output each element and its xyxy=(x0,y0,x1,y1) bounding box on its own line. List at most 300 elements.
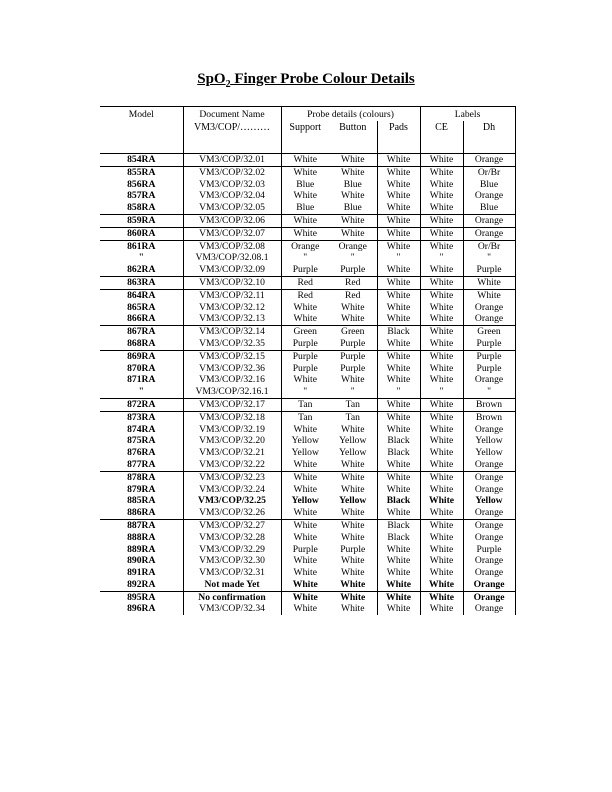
cell-button: White xyxy=(341,603,365,615)
cell-support: White xyxy=(281,555,329,567)
cell-model: 858RA xyxy=(127,202,156,214)
cell-button: Green xyxy=(329,326,377,338)
cell-dh: Brown xyxy=(463,411,515,423)
cell-dh: Yellow xyxy=(463,447,515,459)
cell-support: Red xyxy=(281,276,329,289)
cell-support: Tan xyxy=(281,398,329,411)
table-row xyxy=(100,214,515,227)
cell-model: 885RA xyxy=(127,495,156,507)
cell-dh: Orange xyxy=(463,424,515,436)
cell-support: Yellow xyxy=(281,447,329,459)
cell-ce: White xyxy=(420,398,463,411)
cell-ce: White xyxy=(420,363,463,375)
cell-model: 888RA xyxy=(127,531,156,543)
cell-doc: VM3/COP/32.29 xyxy=(183,544,281,556)
cell-button: White xyxy=(329,591,377,603)
cell-doc: VM3/COP/32.16 xyxy=(183,374,281,386)
cell-pads: White xyxy=(377,459,420,471)
header-spacer-row xyxy=(100,135,515,154)
cell-doc: VM3/COP/32.14 xyxy=(183,326,281,338)
cell-model: 866RA xyxy=(127,313,156,325)
table-row xyxy=(100,252,515,264)
cell-ce: White xyxy=(420,166,463,178)
cell-button: Yellow xyxy=(339,447,367,459)
cell-pads: Black xyxy=(377,532,420,544)
cell-button: Tan xyxy=(329,398,377,411)
cell-support: White xyxy=(281,579,329,591)
cell-model: 896RA xyxy=(127,603,156,615)
cell-pads: White xyxy=(377,603,420,615)
cell-ce: White xyxy=(420,507,463,519)
cell-button: White xyxy=(341,483,365,495)
page-title: SpO$_2$ Finger Probe Colour Details xyxy=(197,71,415,90)
cell-dh: Orange xyxy=(463,190,515,202)
cell-pads: Black xyxy=(377,447,420,459)
cell-support: Yellow xyxy=(281,435,329,447)
table-row xyxy=(100,289,515,301)
cell-pads: White xyxy=(377,202,420,214)
cell-model: 859RA xyxy=(100,214,183,227)
cell-doc: VM3/COP/32.26 xyxy=(183,507,281,519)
cell-pads: White xyxy=(377,179,420,191)
cell-dh: Blue xyxy=(463,179,515,191)
cell-doc: VM3/COP/32.23 xyxy=(183,471,281,483)
cell-dh: Green xyxy=(463,326,515,338)
cell-button: " xyxy=(350,252,355,264)
cell-model: 891RA xyxy=(127,567,156,579)
cell-pads: " xyxy=(377,386,420,398)
table-row xyxy=(100,302,515,314)
table-row xyxy=(100,166,515,178)
table-row xyxy=(100,424,515,436)
table-row xyxy=(100,435,515,447)
cell-ce: White xyxy=(420,484,463,496)
cell-doc: VM3/COP/32.08 xyxy=(183,240,281,252)
table-row xyxy=(100,386,515,398)
cell-model: 886RA xyxy=(127,507,156,519)
header-document-prefix: VM3/COP/……… xyxy=(183,121,281,135)
table-row xyxy=(100,484,515,496)
cell-dh: Orange xyxy=(463,519,515,531)
cell-dh: Orange xyxy=(463,214,515,227)
cell-dh: Purple xyxy=(463,350,515,362)
header-row-1 xyxy=(100,107,515,122)
cell-dh: Orange xyxy=(463,603,515,615)
header-document-name: Document Name xyxy=(183,107,281,122)
cell-button: Blue xyxy=(343,202,362,214)
cell-pads: White xyxy=(377,350,420,362)
cell-doc: VM3/COP/32.27 xyxy=(183,519,281,531)
cell-model: 892RA xyxy=(127,578,156,590)
table-row xyxy=(100,227,515,240)
cell-pads: Black xyxy=(377,435,420,447)
cell-button: Purple xyxy=(340,543,366,555)
cell-dh: Orange xyxy=(463,591,515,603)
cell-dh: Orange xyxy=(463,374,515,386)
cell-model: 861RA xyxy=(100,240,183,252)
cell-support: White xyxy=(281,591,329,603)
cell-button: Purple xyxy=(329,350,377,362)
cell-doc: VM3/COP/32.10 xyxy=(183,276,281,289)
cell-dh: Yellow xyxy=(463,435,515,447)
cell-button: White xyxy=(329,166,377,178)
cell-support: Purple xyxy=(281,350,329,362)
cell-doc: VM3/COP/32.16.1 xyxy=(183,386,281,398)
header-button: Button xyxy=(339,122,367,133)
cell-support: White xyxy=(281,484,329,496)
table-row xyxy=(100,190,515,202)
cell-model: 855RA xyxy=(100,166,183,178)
cell-dh: Blue xyxy=(463,202,515,214)
cell-dh: Yellow xyxy=(463,495,515,507)
cell-dh: Orange xyxy=(463,313,515,325)
cell-support: White xyxy=(281,302,329,314)
cell-support: Yellow xyxy=(281,495,329,507)
cell-doc: VM3/COP/32.04 xyxy=(183,190,281,202)
cell-button: Red xyxy=(329,276,377,289)
cell-model: 864RA xyxy=(100,289,183,301)
cell-doc: VM3/COP/32.05 xyxy=(183,202,281,214)
cell-pads: White xyxy=(377,424,420,436)
cell-support: White xyxy=(281,532,329,544)
cell-support: Red xyxy=(281,289,329,301)
cell-support: Blue xyxy=(281,179,329,191)
header-model: Model xyxy=(100,107,183,122)
table-row xyxy=(100,363,515,375)
cell-model: 873RA xyxy=(100,411,183,423)
cell-ce: White xyxy=(420,532,463,544)
cell-support: Purple xyxy=(281,264,329,276)
cell-doc: VM3/COP/32.13 xyxy=(183,313,281,325)
cell-pads: White xyxy=(377,240,420,252)
table-row xyxy=(100,240,515,252)
cell-dh: Orange xyxy=(463,459,515,471)
cell-dh: Purple xyxy=(463,264,515,276)
cell-doc: VM3/COP/32.22 xyxy=(183,459,281,471)
table-row xyxy=(100,179,515,191)
table-row xyxy=(100,338,515,350)
cell-model: 887RA xyxy=(100,519,183,531)
table-row xyxy=(100,202,515,214)
cell-doc: VM3/COP/32.28 xyxy=(183,532,281,544)
table-row xyxy=(100,350,515,362)
cell-doc: VM3/COP/32.21 xyxy=(183,447,281,459)
cell-ce: White xyxy=(420,495,463,507)
cell-model: 895RA xyxy=(100,591,183,603)
cell-dh: Purple xyxy=(463,544,515,556)
cell-pads: White xyxy=(377,264,420,276)
table-row xyxy=(100,544,515,556)
cell-doc: Not made Yet xyxy=(183,579,281,591)
cell-pads: White xyxy=(377,276,420,289)
table-row xyxy=(100,567,515,579)
cell-dh: Orange xyxy=(463,507,515,519)
cell-ce: White xyxy=(420,374,463,386)
cell-ce: White xyxy=(420,555,463,567)
cell-doc: VM3/COP/32.25 xyxy=(183,495,281,507)
cell-dh: Purple xyxy=(463,363,515,375)
cell-ce: White xyxy=(420,289,463,301)
cell-dh: Purple xyxy=(463,338,515,350)
cell-doc: VM3/COP/32.08.1 xyxy=(183,252,281,264)
table-row xyxy=(100,555,515,567)
cell-pads: White xyxy=(377,166,420,178)
cell-doc: VM3/COP/32.24 xyxy=(183,484,281,496)
cell-ce: White xyxy=(420,338,463,350)
cell-dh: Or/Br xyxy=(463,240,515,252)
cell-dh: Orange xyxy=(463,555,515,567)
cell-model: 867RA xyxy=(100,326,183,338)
cell-support: Purple xyxy=(281,338,329,350)
cell-button: White xyxy=(341,301,365,313)
cell-support: White xyxy=(281,190,329,202)
cell-ce: White xyxy=(420,302,463,314)
cell-doc: VM3/COP/32.20 xyxy=(183,435,281,447)
cell-button: White xyxy=(341,555,365,567)
cell-pads: White xyxy=(377,190,420,202)
cell-model: 856RA xyxy=(127,178,156,190)
cell-button: " xyxy=(350,386,355,398)
cell-doc: VM3/COP/32.09 xyxy=(183,264,281,276)
cell-ce: White xyxy=(420,544,463,556)
cell-button: White xyxy=(329,471,377,483)
cell-button: White xyxy=(341,458,365,470)
cell-ce: " xyxy=(420,386,463,398)
table-row xyxy=(100,447,515,459)
table-row xyxy=(100,459,515,471)
cell-pads: White xyxy=(377,411,420,423)
cell-doc: No confirmation xyxy=(183,591,281,603)
table-row xyxy=(100,603,515,615)
cell-ce: White xyxy=(420,447,463,459)
table-row xyxy=(100,374,515,386)
table-row xyxy=(100,519,515,531)
cell-ce: White xyxy=(420,190,463,202)
cell-doc: VM3/COP/32.07 xyxy=(183,227,281,240)
cell-support: White xyxy=(281,374,329,386)
cell-ce: White xyxy=(420,326,463,338)
cell-doc: VM3/COP/32.02 xyxy=(183,166,281,178)
cell-doc: VM3/COP/32.31 xyxy=(183,567,281,579)
cell-button: Purple xyxy=(340,362,366,374)
cell-pads: White xyxy=(377,338,420,350)
header-labels: Labels xyxy=(420,107,515,122)
cell-support: Blue xyxy=(281,202,329,214)
cell-model: 874RA xyxy=(127,423,156,435)
header-dh: Dh xyxy=(463,121,515,135)
header-row-2 xyxy=(100,121,515,135)
cell-ce: White xyxy=(420,264,463,276)
table-row xyxy=(100,276,515,289)
cell-button: White xyxy=(340,578,366,590)
cell-ce: White xyxy=(420,471,463,483)
cell-model: 868RA xyxy=(127,337,156,349)
cell-button: White xyxy=(329,519,377,531)
cell-doc: VM3/COP/32.36 xyxy=(183,363,281,375)
cell-dh: White xyxy=(463,276,515,289)
table-row xyxy=(100,326,515,338)
cell-dh: Orange xyxy=(463,579,515,591)
cell-support: White xyxy=(281,227,329,240)
cell-model: 890RA xyxy=(127,555,156,567)
cell-dh: Orange xyxy=(463,484,515,496)
cell-support: White xyxy=(281,603,329,615)
cell-ce: White xyxy=(420,591,463,603)
cell-support: " xyxy=(281,386,329,398)
cell-pads: White xyxy=(377,154,420,167)
cell-pads: White xyxy=(377,484,420,496)
table-row xyxy=(100,313,515,325)
cell-pads: Black xyxy=(377,495,420,507)
table-row xyxy=(100,532,515,544)
table-row xyxy=(100,579,515,591)
cell-pads: White xyxy=(377,555,420,567)
cell-support: White xyxy=(281,313,329,325)
cell-doc: VM3/COP/32.06 xyxy=(183,214,281,227)
cell-pads: White xyxy=(377,471,420,483)
header-pads: Pads xyxy=(377,121,420,135)
cell-button: Purple xyxy=(340,264,366,276)
header-ce: CE xyxy=(420,121,463,135)
cell-pads: White xyxy=(377,579,420,591)
cell-pads: Black xyxy=(377,519,420,531)
cell-model: 862RA xyxy=(127,264,156,276)
cell-model: " xyxy=(138,252,144,264)
cell-support: White xyxy=(281,519,329,531)
cell-button: Yellow xyxy=(339,495,367,507)
cell-support: Green xyxy=(281,326,329,338)
table-row xyxy=(100,591,515,603)
cell-model: 869RA xyxy=(100,350,183,362)
cell-ce: White xyxy=(420,227,463,240)
cell-dh: Or/Br xyxy=(463,166,515,178)
cell-ce: White xyxy=(420,214,463,227)
header-probe-details: Probe details (colours) xyxy=(281,107,420,122)
cell-pads: White xyxy=(377,567,420,579)
cell-pads: White xyxy=(377,507,420,519)
cell-model: " xyxy=(138,386,144,398)
cell-button: Yellow xyxy=(339,435,367,447)
cell-dh: " xyxy=(463,252,515,264)
cell-button: White xyxy=(329,227,377,240)
cell-dh: Orange xyxy=(463,532,515,544)
cell-doc: VM3/COP/32.03 xyxy=(183,179,281,191)
cell-button: White xyxy=(329,154,377,167)
cell-button: White xyxy=(341,531,365,543)
cell-button: Red xyxy=(329,289,377,301)
table-row xyxy=(100,495,515,507)
cell-dh: Orange xyxy=(463,471,515,483)
cell-button: White xyxy=(341,567,365,579)
cell-button: White xyxy=(329,214,377,227)
cell-model: 876RA xyxy=(127,447,156,459)
cell-doc: VM3/COP/32.35 xyxy=(183,338,281,350)
table-row xyxy=(100,154,515,167)
cell-model: 854RA xyxy=(100,154,183,167)
cell-model: 875RA xyxy=(127,435,156,447)
cell-dh: Orange xyxy=(463,302,515,314)
cell-model: 889RA xyxy=(127,543,156,555)
cell-button: Purple xyxy=(340,337,366,349)
cell-ce: White xyxy=(420,240,463,252)
cell-ce: White xyxy=(420,519,463,531)
cell-ce: White xyxy=(420,179,463,191)
cell-support: White xyxy=(281,214,329,227)
cell-support: White xyxy=(281,154,329,167)
cell-pads: White xyxy=(377,289,420,301)
cell-model: 878RA xyxy=(100,471,183,483)
cell-doc: VM3/COP/32.30 xyxy=(183,555,281,567)
cell-pads: White xyxy=(377,591,420,603)
cell-pads: White xyxy=(377,302,420,314)
cell-doc: VM3/COP/32.11 xyxy=(183,289,281,301)
cell-support: White xyxy=(281,507,329,519)
cell-dh: Brown xyxy=(463,398,515,411)
cell-ce: White xyxy=(420,313,463,325)
cell-ce: White xyxy=(420,350,463,362)
cell-model: 870RA xyxy=(127,362,156,374)
cell-pads: White xyxy=(377,363,420,375)
cell-pads: White xyxy=(377,313,420,325)
cell-doc: VM3/COP/32.34 xyxy=(183,603,281,615)
cell-button: White xyxy=(341,190,365,202)
table-row xyxy=(100,264,515,276)
cell-pads: Black xyxy=(377,326,420,338)
cell-button: White xyxy=(341,507,365,519)
cell-support: Purple xyxy=(281,544,329,556)
cell-ce: White xyxy=(420,411,463,423)
cell-doc: VM3/COP/32.15 xyxy=(183,350,281,362)
cell-model: 872RA xyxy=(100,398,183,411)
cell-pads: White xyxy=(377,227,420,240)
cell-dh: Orange xyxy=(463,567,515,579)
cell-button: White xyxy=(341,374,365,386)
cell-ce: " xyxy=(420,252,463,264)
cell-dh: " xyxy=(463,386,515,398)
cell-ce: White xyxy=(420,424,463,436)
cell-button: White xyxy=(341,313,365,325)
cell-model: 877RA xyxy=(127,458,156,470)
cell-dh: Orange xyxy=(463,227,515,240)
cell-pads: White xyxy=(377,374,420,386)
cell-ce: White xyxy=(420,435,463,447)
cell-support: Tan xyxy=(281,411,329,423)
cell-support: White xyxy=(281,567,329,579)
cell-pads: White xyxy=(377,214,420,227)
cell-ce: White xyxy=(420,603,463,615)
cell-pads: White xyxy=(377,544,420,556)
cell-dh: Orange xyxy=(463,154,515,167)
cell-doc: VM3/COP/32.12 xyxy=(183,302,281,314)
cell-pads: " xyxy=(377,252,420,264)
cell-button: Blue xyxy=(343,178,362,190)
cell-ce: White xyxy=(420,459,463,471)
table-row xyxy=(100,411,515,423)
cell-button: Orange xyxy=(329,240,377,252)
cell-doc: VM3/COP/32.17 xyxy=(183,398,281,411)
cell-ce: White xyxy=(420,154,463,167)
table-row xyxy=(100,507,515,519)
probe-colour-table xyxy=(100,106,516,615)
header-support: Support xyxy=(281,121,329,135)
cell-model: 871RA xyxy=(127,374,156,386)
cell-button: White xyxy=(341,423,365,435)
cell-ce: White xyxy=(420,202,463,214)
cell-support: White xyxy=(281,166,329,178)
cell-model: 857RA xyxy=(127,190,156,202)
cell-ce: White xyxy=(420,276,463,289)
cell-doc: VM3/COP/32.19 xyxy=(183,424,281,436)
